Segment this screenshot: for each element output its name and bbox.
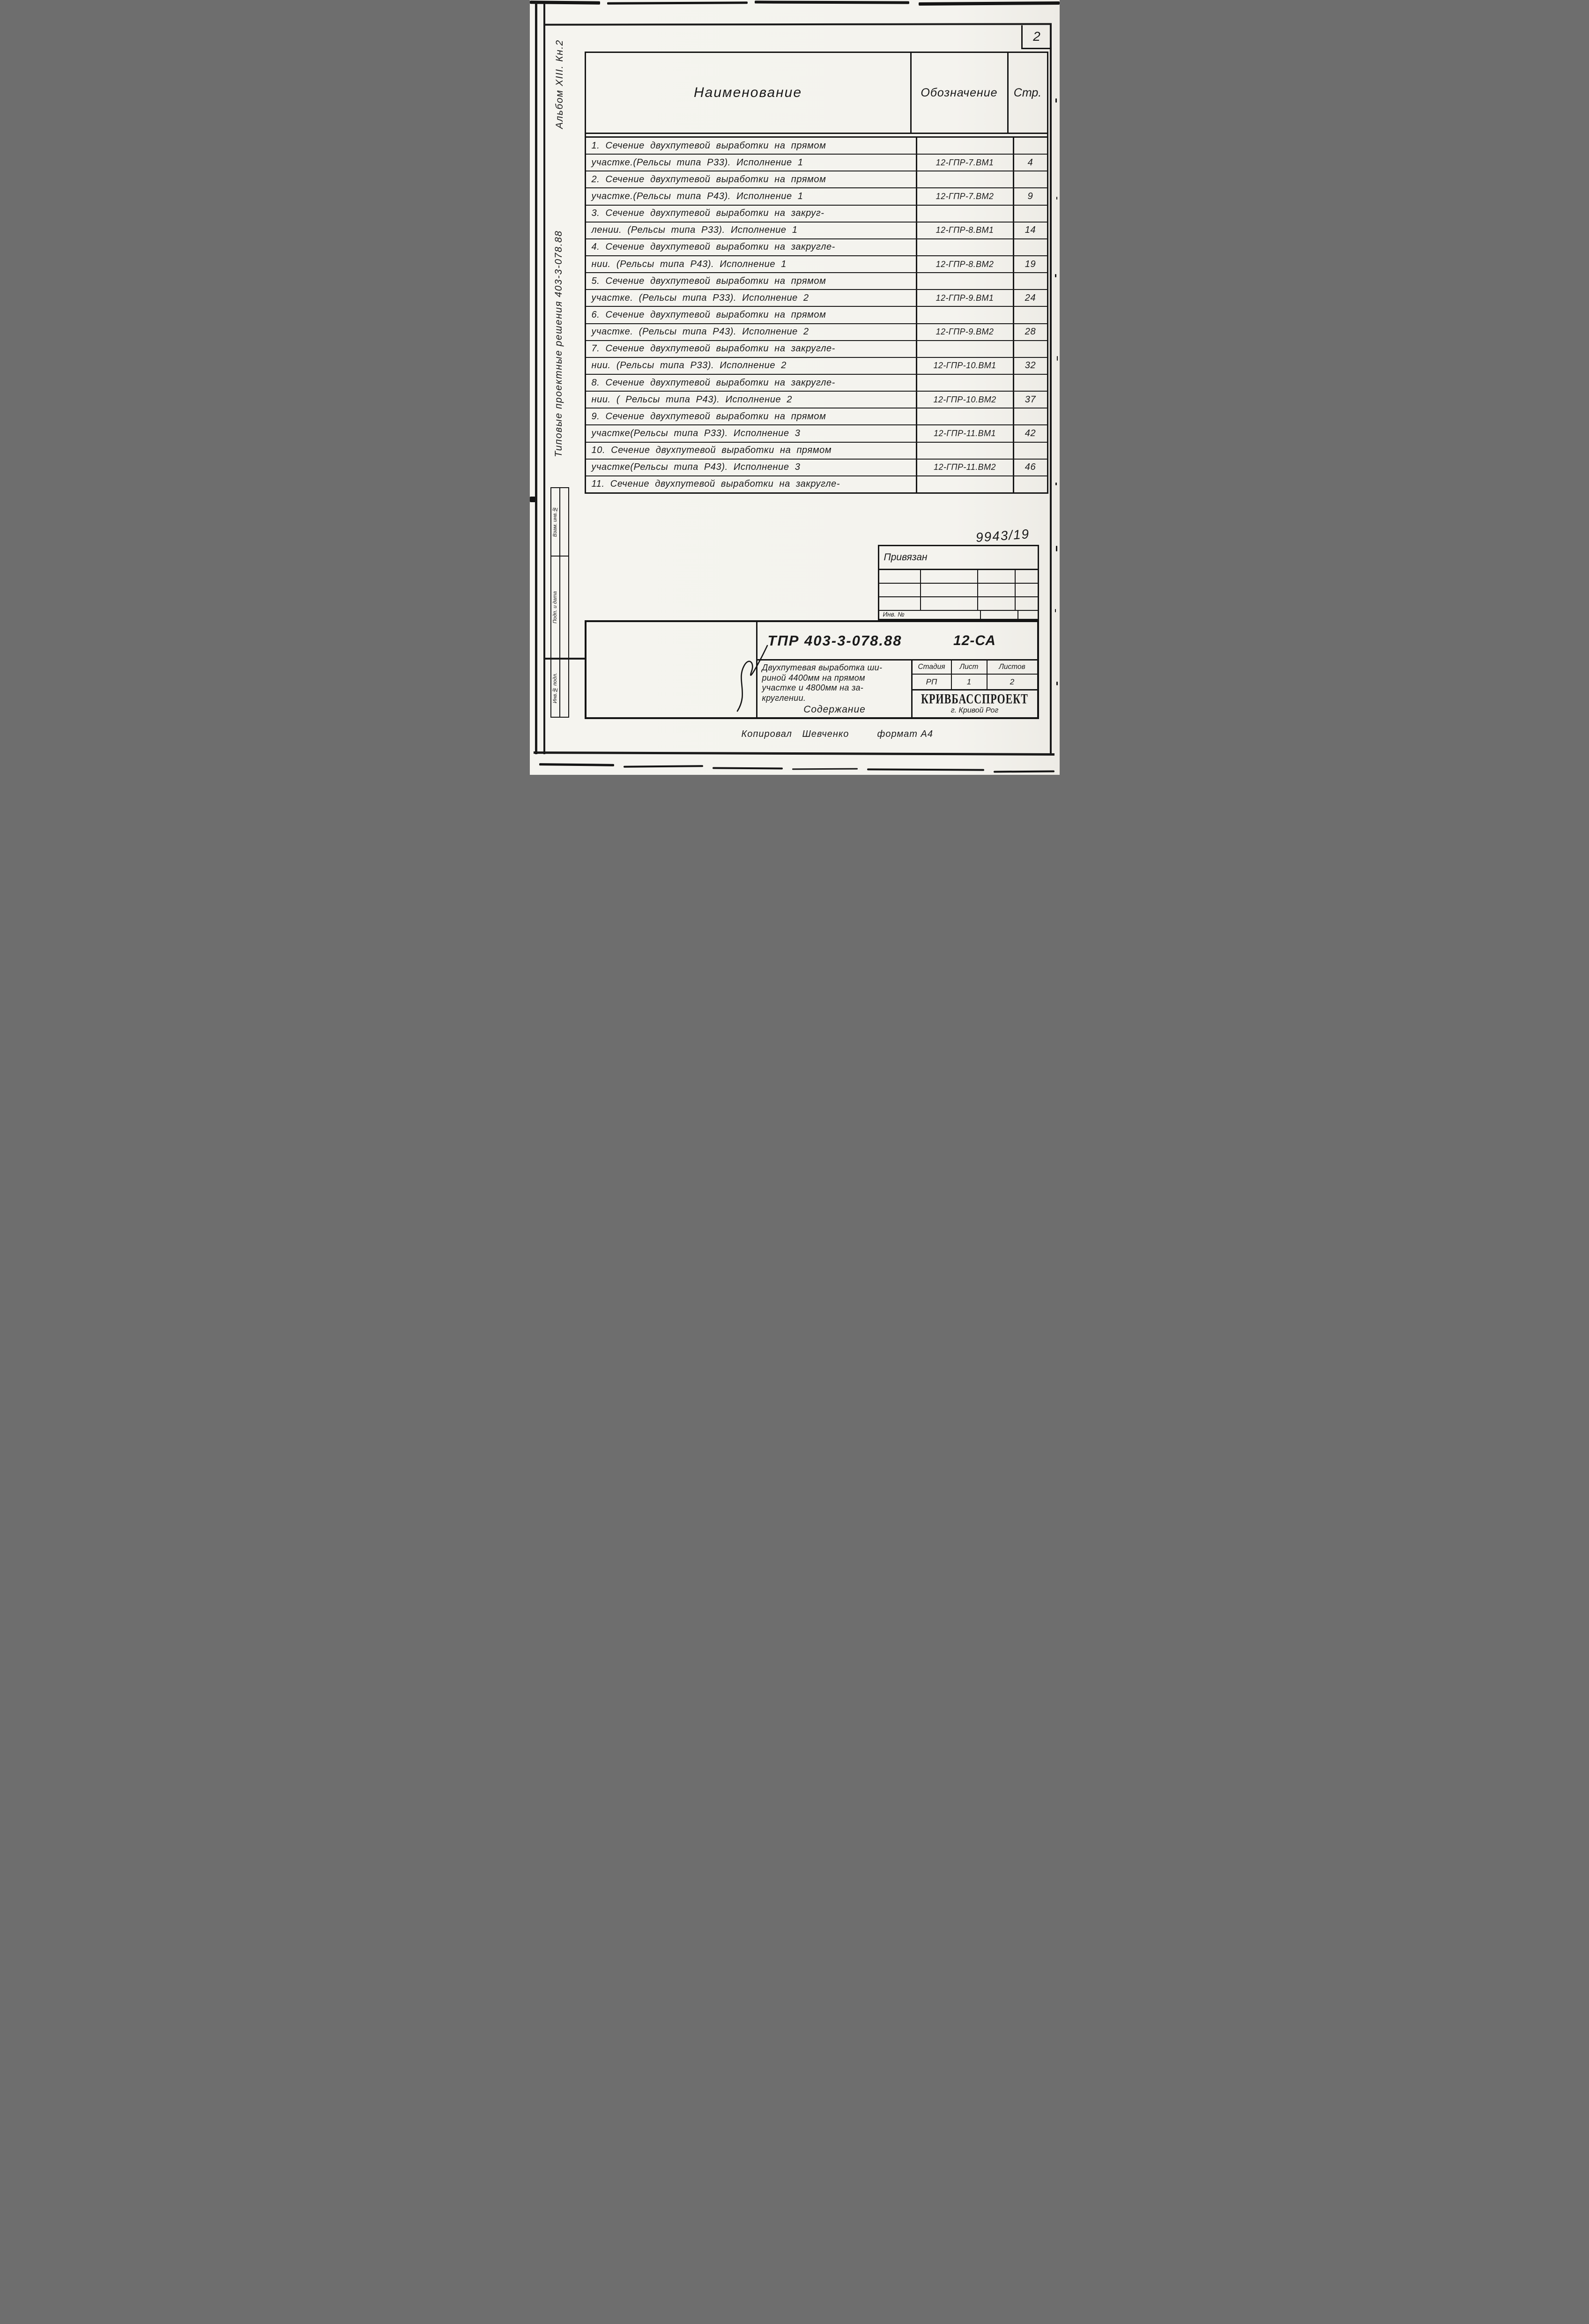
frame-line <box>533 751 1054 756</box>
row-name: участке. (Рельсы типа Р43). Исполнение 2 <box>591 327 809 337</box>
row-page <box>1013 408 1047 424</box>
sheet-label: Лист <box>951 661 987 674</box>
frame-line <box>545 658 585 660</box>
row-name: 8. Сечение двухпутевой выработки на закругле- <box>591 377 835 388</box>
row-name: 6. Сечение двухпутевой выработки на прямом <box>591 309 826 320</box>
header-name: Наименование <box>693 85 802 100</box>
sheet-title <box>757 661 913 717</box>
row-designation <box>916 476 1013 492</box>
stamp-label: Взам. инв.№ <box>552 506 558 537</box>
row-name: 4. Сечение двухпутевой выработки на закругле- <box>591 242 835 252</box>
scan-artifact <box>607 1 747 5</box>
table-row <box>586 323 1047 340</box>
table-row <box>586 238 1047 255</box>
scan-artifact <box>1055 609 1056 612</box>
stamp-value-cell <box>560 557 568 658</box>
paper-format: формат А4 <box>877 729 933 739</box>
scan-artifact <box>539 763 614 766</box>
sheets-value: 2 <box>987 675 1037 689</box>
row-page: 19 <box>1013 256 1047 272</box>
row-page <box>1013 476 1047 492</box>
row-name: 10. Сечение двухпутевой выработки на прямом <box>591 445 832 456</box>
frame-line <box>535 2 537 754</box>
row-designation <box>916 239 1013 255</box>
contents-rows <box>586 138 1047 492</box>
row-designation <box>916 307 1013 323</box>
pinned-box <box>878 545 1039 620</box>
scan-artifact <box>754 0 909 4</box>
scan-artifact <box>1055 98 1057 103</box>
title-line: Двухпутевая выработка ши- <box>762 663 883 672</box>
row-name: участке.(Рельсы типа Р43). Исполнение 1 <box>591 191 803 201</box>
doc-number: ТПР 403-3-078.88 <box>767 632 902 649</box>
row-page: 24 <box>1013 290 1047 306</box>
table-row <box>586 340 1047 357</box>
signature-icon <box>727 640 772 715</box>
margin-album-label: Альбом XIII. Кн.2 <box>554 39 565 129</box>
frame-line <box>1050 23 1052 754</box>
table-row <box>586 171 1047 187</box>
table-row <box>586 154 1047 171</box>
row-name: 1. Сечение двухпутевой выработки на прямом <box>591 140 826 151</box>
table-row <box>586 424 1047 441</box>
title-line: риной 4400мм на прямом <box>762 673 865 683</box>
table-row <box>586 357 1047 374</box>
row-name: 7. Сечение двухпутевой выработки на закругле- <box>591 343 835 354</box>
row-page <box>1013 307 1047 323</box>
row-designation: 12-ГПР-11.ВМ2 <box>916 460 1013 475</box>
scan-artifact <box>1056 197 1057 200</box>
page-number: 2 <box>1033 29 1040 44</box>
stage-label: Стадия <box>918 663 945 671</box>
margin-stamp-strip <box>550 487 569 718</box>
frame-line <box>543 23 1051 26</box>
table-row <box>586 255 1047 272</box>
frame-line <box>543 3 545 754</box>
copied-by-label: Копировал <box>741 729 792 739</box>
album-code: 12-СА <box>953 632 996 648</box>
row-name: 11. Сечение двухпутевой выработки на закругле- <box>591 479 840 490</box>
table-row <box>586 391 1047 408</box>
row-page <box>1013 239 1047 255</box>
row-designation: 12-ГПР-10.ВМ1 <box>916 358 1013 374</box>
row-designation <box>916 138 1013 154</box>
scan-artifact <box>867 768 984 771</box>
row-designation: 12-ГПР-7.ВМ1 <box>916 155 1013 171</box>
row-designation: 12-ГПР-11.ВМ1 <box>916 425 1013 441</box>
stage-value: РП <box>926 677 937 686</box>
scanned-sheet <box>530 0 1060 775</box>
title-line: круглении. <box>762 693 806 703</box>
title-line: участке и 4800мм на за- <box>762 683 864 692</box>
scan-artifact <box>1055 274 1056 277</box>
table-row <box>586 222 1047 238</box>
stamp-label: Инв.№ подл. <box>552 672 558 704</box>
scan-artifact <box>712 767 782 769</box>
pinned-grid <box>879 570 1038 610</box>
inventory-note: 9943/19 <box>975 527 1030 545</box>
row-page: 42 <box>1013 425 1047 441</box>
row-designation <box>916 375 1013 391</box>
scan-artifact <box>1055 483 1057 485</box>
row-page <box>1013 138 1047 154</box>
row-name: лении. (Рельсы типа Р33). Исполнение 1 <box>591 225 798 236</box>
table-row <box>586 272 1047 289</box>
scan-artifact <box>623 765 703 767</box>
row-designation: 12-ГПР-7.ВМ2 <box>916 188 1013 204</box>
row-name: нии. ( Рельсы типа Р43). Исполнение 2 <box>591 394 793 405</box>
contents-header <box>586 53 1047 134</box>
header-designation: Обозначение <box>910 53 1007 133</box>
stamp-value-cell <box>560 659 568 717</box>
row-designation: 12-ГПР-10.ВМ2 <box>916 392 1013 408</box>
row-name: участке.(Рельсы типа Р33). Исполнение 1 <box>591 157 803 168</box>
scan-artifact <box>1056 682 1058 685</box>
row-page: 32 <box>1013 358 1047 374</box>
row-page <box>1013 341 1047 357</box>
row-page <box>1013 206 1047 222</box>
margin-stamp-row <box>551 488 568 556</box>
table-row <box>586 408 1047 424</box>
table-row <box>586 205 1047 222</box>
row-name: участке(Рельсы типа Р43). Исполнение 3 <box>591 462 801 473</box>
row-designation: 12-ГПР-8.ВМ1 <box>916 223 1013 238</box>
row-designation <box>916 171 1013 187</box>
row-name: участке. (Рельсы типа Р33). Исполнение 2 <box>591 292 809 303</box>
stamp-value-cell <box>560 488 568 556</box>
row-page: 4 <box>1013 155 1047 171</box>
row-page: 37 <box>1013 392 1047 408</box>
row-page: 28 <box>1013 324 1047 340</box>
double-rule <box>586 134 1047 138</box>
pinned-title: Привязан <box>879 546 1038 570</box>
sheet-subtitle: Содержание <box>803 704 866 715</box>
row-page <box>1013 171 1047 187</box>
margin-stamp-row <box>551 556 568 658</box>
pinned-inv-label: Инв. № <box>883 611 905 618</box>
row-page: 14 <box>1013 223 1047 238</box>
row-designation <box>916 206 1013 222</box>
organization-logo: КРИВБАССПРОЕКТ <box>921 691 1028 707</box>
row-name: 2. Сечение двухпутевой выработки на прямом <box>591 174 826 185</box>
row-name: 5. Сечение двухпутевой выработки на прямом <box>591 275 826 286</box>
table-row <box>586 306 1047 323</box>
stamp-label: Подп. и дата <box>552 591 558 624</box>
row-designation: 12-ГПР-9.ВМ2 <box>916 324 1013 340</box>
table-row <box>586 442 1047 459</box>
scan-artifact <box>993 771 1054 773</box>
margin-stamp-row <box>551 658 568 717</box>
contents-table <box>585 52 1048 494</box>
row-name: 9. Сечение двухпутевой выработки на прямом <box>591 411 826 422</box>
page-number-box <box>1021 25 1051 49</box>
header-page: Стр. <box>1007 53 1047 133</box>
row-name: участке(Рельсы типа Р33). Исполнение 3 <box>591 428 801 438</box>
row-designation <box>916 341 1013 357</box>
table-row <box>586 138 1047 154</box>
table-row <box>586 475 1047 492</box>
row-name: нии. (Рельсы типа Р33). Исполнение 2 <box>591 360 787 371</box>
row-designation: 12-ГПР-9.ВМ1 <box>916 290 1013 306</box>
table-row <box>586 289 1047 306</box>
row-designation: 12-ГПР-8.ВМ2 <box>916 256 1013 272</box>
row-page: 9 <box>1013 188 1047 204</box>
title-block <box>585 620 1039 719</box>
sheet-value: 1 <box>951 675 987 689</box>
row-designation <box>916 443 1013 459</box>
row-name: 3. Сечение двухпутевой выработки на закруг- <box>591 208 824 219</box>
scan-artifact <box>1057 356 1058 361</box>
organization-city: г. Кривой Рог <box>950 706 999 714</box>
scan-artifact <box>530 0 600 5</box>
row-page: 46 <box>1013 460 1047 475</box>
sheets-label: Листов <box>987 661 1037 674</box>
row-designation <box>916 408 1013 424</box>
table-row <box>586 459 1047 475</box>
table-row <box>586 374 1047 391</box>
margin-series-label: Типовые проектные решения 403-3-078.88 <box>553 230 564 458</box>
scan-artifact <box>918 1 1059 6</box>
scan-artifact <box>792 768 857 770</box>
row-page <box>1013 443 1047 459</box>
row-designation <box>916 273 1013 289</box>
table-row <box>586 187 1047 204</box>
copied-by-name: Шевченко <box>802 729 849 739</box>
row-page <box>1013 375 1047 391</box>
row-page <box>1013 273 1047 289</box>
scan-artifact <box>1056 546 1057 551</box>
row-name: нии. (Рельсы типа Р43). Исполнение 1 <box>591 259 787 269</box>
